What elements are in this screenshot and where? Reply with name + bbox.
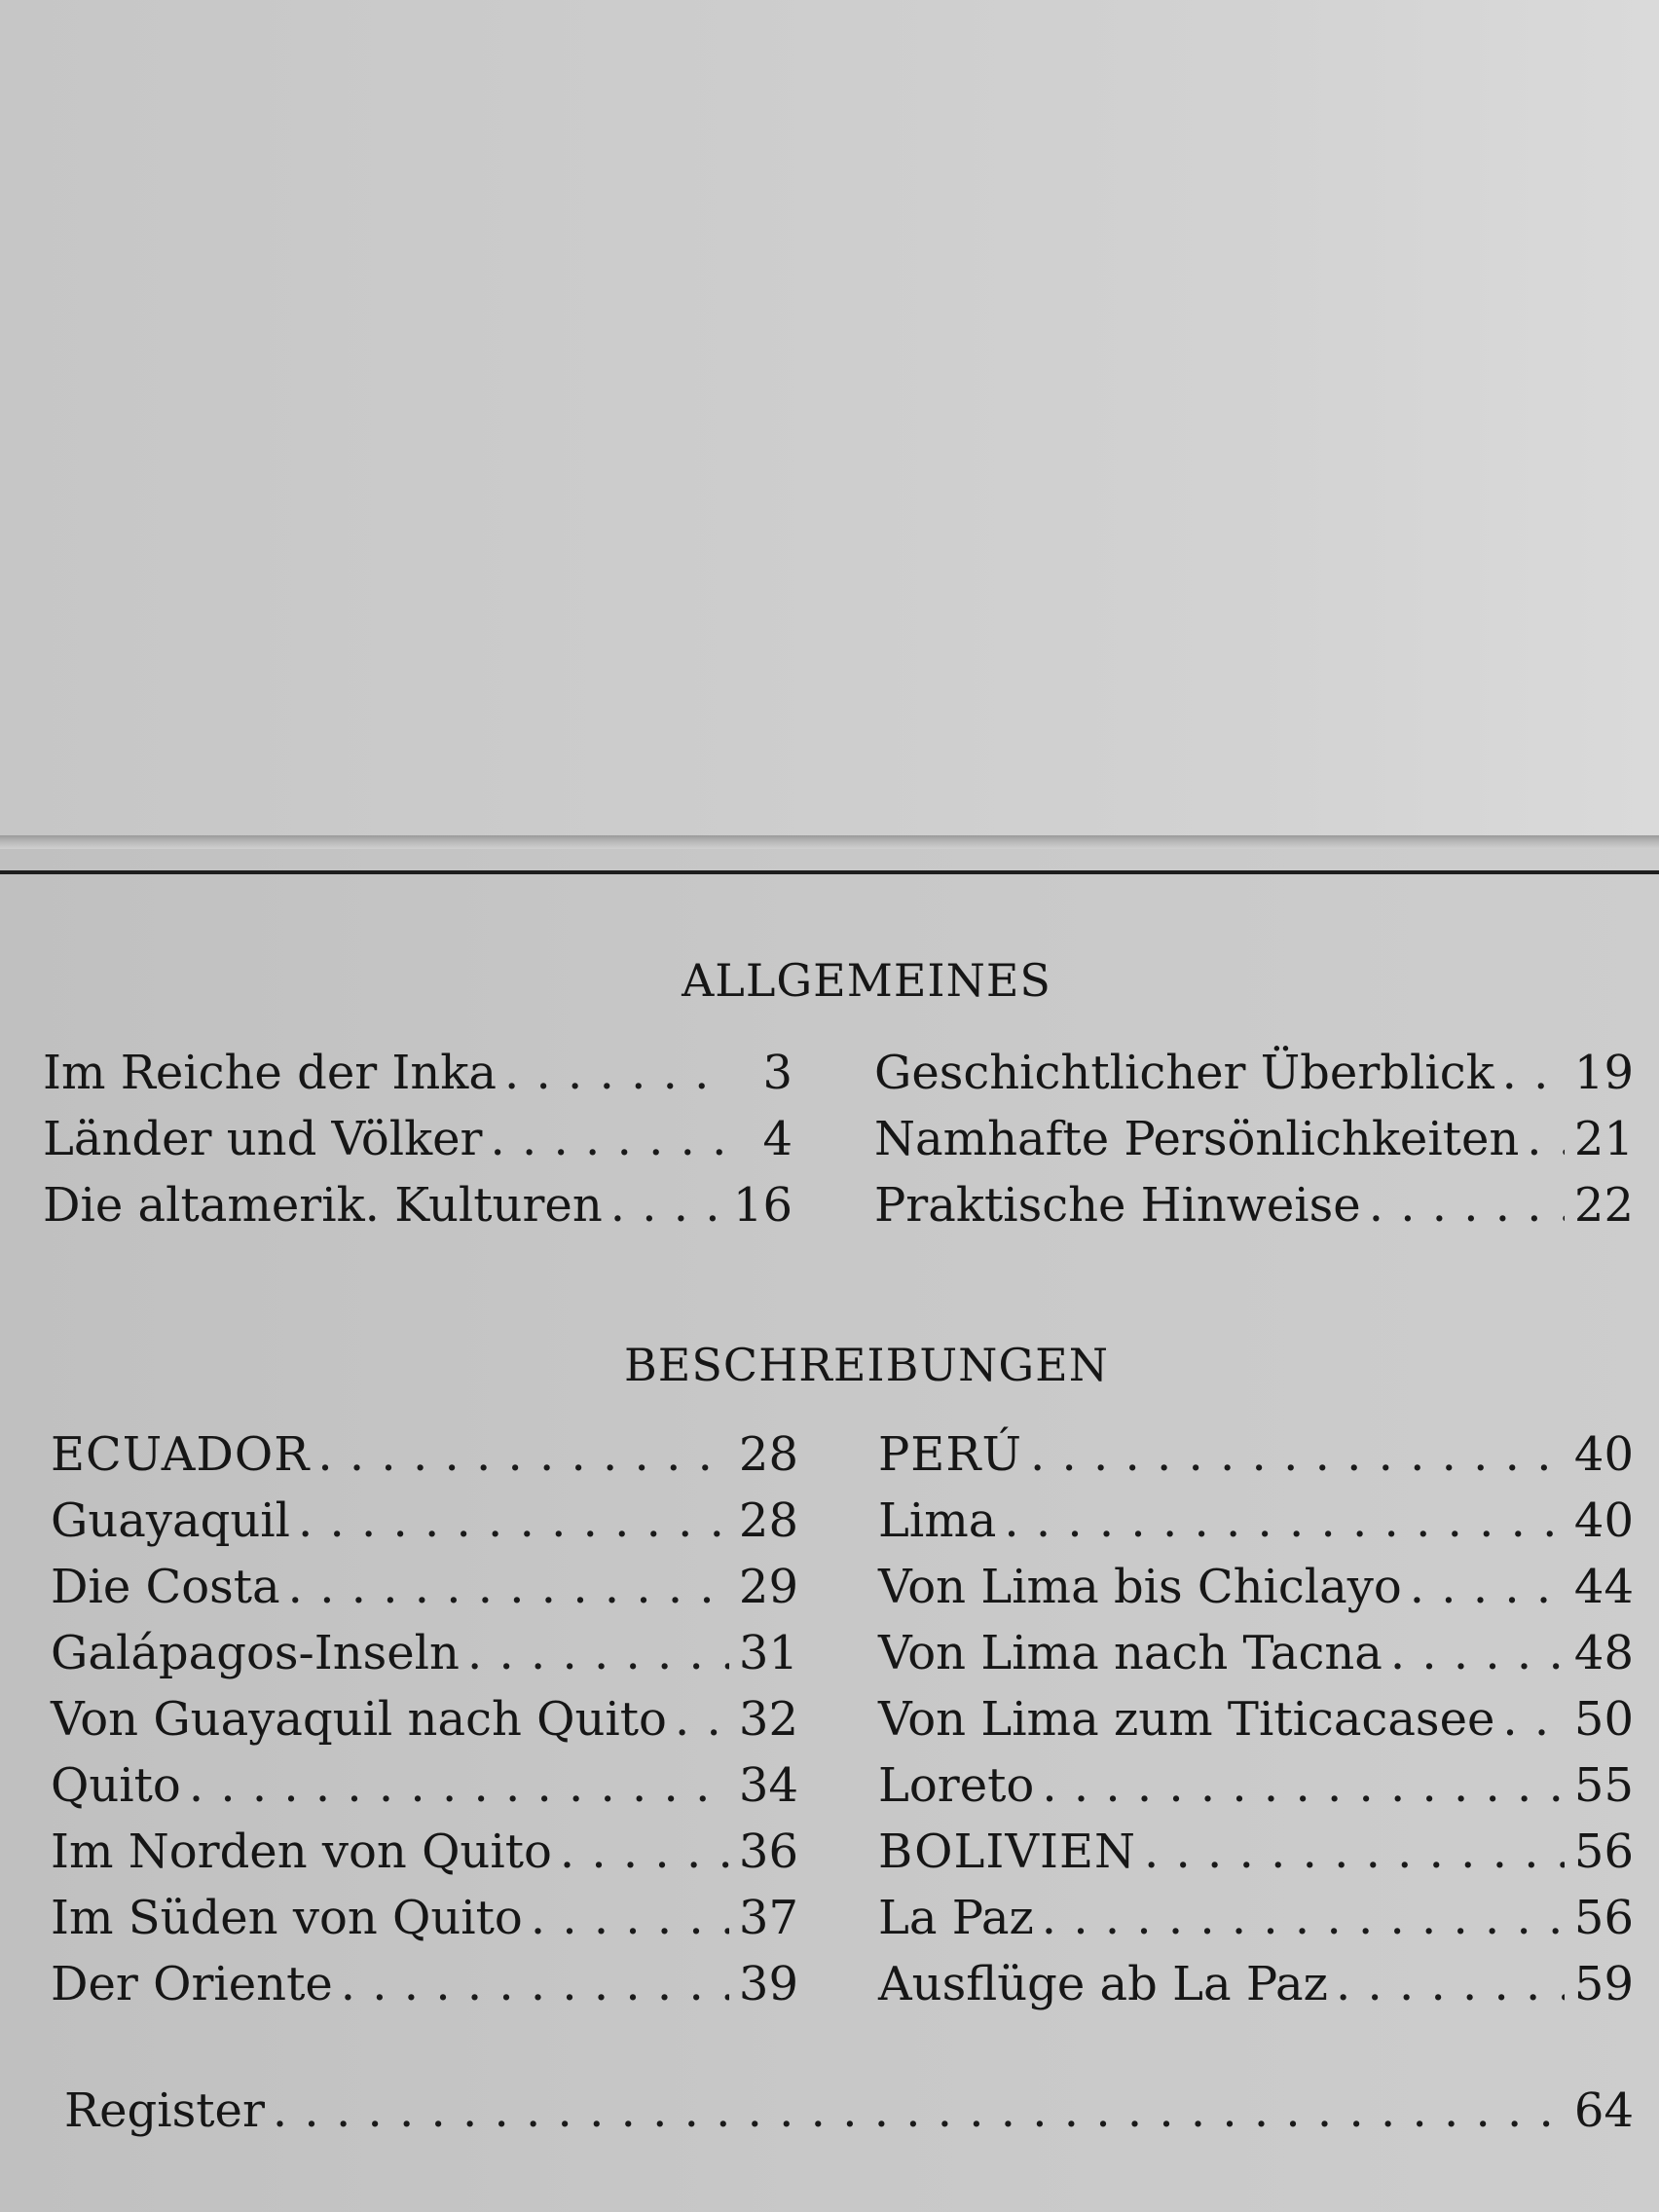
- toc-entry: [878, 1692, 1634, 1758]
- toc-entry-title: Der Oriente: [51, 1957, 333, 2011]
- dot-leader: [317, 1427, 729, 1482]
- toc-entry-title: Von Guayaquil nach Quito: [51, 1692, 667, 1747]
- toc-entry-page: 64: [1573, 2083, 1634, 2138]
- toc-entry-register: [64, 2083, 1634, 2150]
- toc-entry-page: 3: [762, 1046, 793, 1100]
- toc-entry: [878, 1427, 1634, 1493]
- dot-leader: [560, 1825, 729, 1879]
- toc-entry: [878, 1758, 1634, 1825]
- toc-entry-title: Länder und Völker: [43, 1112, 483, 1166]
- toc-entry-title: Von Lima nach Tacna: [878, 1626, 1382, 1680]
- toc-entry-page: 44: [1573, 1560, 1634, 1614]
- toc-entry-page: 22: [1573, 1178, 1634, 1233]
- toc-entry-page: 37: [738, 1891, 798, 1945]
- toc-entry-page: 40: [1573, 1493, 1634, 1548]
- toc-entry: [43, 1046, 793, 1112]
- paper-fold-edge: [0, 835, 1659, 849]
- toc-entry-title: Loreto: [878, 1758, 1035, 1813]
- toc-entry: [878, 1626, 1634, 1692]
- toc-entry-page: 55: [1573, 1758, 1634, 1813]
- toc-entry-page: 50: [1573, 1692, 1634, 1747]
- toc-entry-title: Ausflüge ab La Paz: [878, 1957, 1328, 2011]
- toc-entry-title: PERÚ: [878, 1427, 1022, 1482]
- toc-entry-title: Lima: [878, 1493, 997, 1548]
- toc-entry: [51, 1957, 798, 2023]
- toc-entry: [878, 1560, 1634, 1626]
- toc-entry-title: Galápagos-Inseln: [51, 1626, 460, 1680]
- toc-entry: [874, 1178, 1634, 1244]
- toc-entry-page: 28: [738, 1493, 798, 1548]
- toc-entry-page: 19: [1573, 1046, 1634, 1100]
- toc-entry-title: La Paz: [878, 1891, 1034, 1945]
- toc-entry: [51, 1427, 798, 1493]
- dot-leader: [1527, 1112, 1565, 1166]
- toc-entry: [878, 1891, 1634, 1957]
- toc-entry-title: Guayaquil: [51, 1493, 290, 1548]
- toc-entry-page: 48: [1573, 1626, 1634, 1680]
- toc-entry: [878, 1825, 1634, 1891]
- toc-entry-page: 16: [732, 1178, 793, 1233]
- toc-entry-title: Im Norden von Quito: [51, 1825, 552, 1879]
- toc-entry-title: Quito: [51, 1758, 181, 1813]
- section-heading-allgemeines: ALLGEMEINES: [682, 954, 1051, 1007]
- toc-entry: [43, 1178, 793, 1244]
- dot-leader: [675, 1692, 729, 1747]
- allgemeines-left-column: [43, 1046, 793, 1244]
- toc-entry-title: Im Reiche der Inka: [43, 1046, 498, 1100]
- toc-entry-title: Namhafte Persönlichkeiten: [874, 1112, 1520, 1166]
- dot-leader: [1030, 1427, 1565, 1482]
- dot-leader: [1369, 1178, 1565, 1233]
- register-row: [64, 2083, 1634, 2150]
- beschreibungen-left-column: [51, 1427, 798, 2023]
- toc-entry: [51, 1493, 798, 1560]
- toc-entry-page: 40: [1573, 1427, 1634, 1482]
- toc-entry: [51, 1560, 798, 1626]
- toc-entry: [874, 1112, 1634, 1178]
- toc-entry-title: Praktische Hinweise: [874, 1178, 1361, 1233]
- toc-entry-title: Im Süden von Quito: [51, 1891, 523, 1945]
- toc-entry-title: Von Lima zum Titicacasee: [878, 1692, 1495, 1747]
- toc-entry: [51, 1891, 798, 1957]
- dot-leader: [298, 1493, 729, 1548]
- toc-entry-title: BOLIVIEN: [878, 1825, 1137, 1879]
- dot-leader: [1502, 1692, 1565, 1747]
- toc-entry-page: 32: [738, 1692, 798, 1747]
- toc-entry-page: 59: [1573, 1957, 1634, 2011]
- toc-entry-page: 34: [738, 1758, 798, 1813]
- toc-entry-page: 36: [738, 1825, 798, 1879]
- dot-leader: [1410, 1560, 1565, 1614]
- dot-leader: [467, 1626, 729, 1680]
- dot-leader: [491, 1112, 725, 1166]
- toc-entry-page: 31: [738, 1626, 798, 1680]
- dot-leader: [1004, 1493, 1565, 1548]
- dot-leader: [1042, 1891, 1565, 1945]
- toc-entry-page: 39: [738, 1957, 798, 2011]
- allgemeines-right-column: [874, 1046, 1634, 1244]
- dot-leader: [1144, 1825, 1565, 1879]
- dot-leader: [288, 1560, 729, 1614]
- toc-entry-title: Die Costa: [51, 1560, 280, 1614]
- toc-entry-page: 56: [1573, 1825, 1634, 1879]
- toc-entry: [51, 1825, 798, 1891]
- toc-entry-title: Die altamerik. Kulturen: [43, 1178, 603, 1233]
- dot-leader: [1390, 1626, 1565, 1680]
- dot-leader: [531, 1891, 729, 1945]
- dot-leader: [610, 1178, 723, 1233]
- dot-leader: [504, 1046, 724, 1100]
- toc-entry: [51, 1692, 798, 1758]
- beschreibungen-right-column: [878, 1427, 1634, 2023]
- dot-leader: [1502, 1046, 1565, 1100]
- toc-entry-page: 28: [738, 1427, 798, 1482]
- toc-entry-page: 21: [1573, 1112, 1634, 1166]
- toc-entry: [878, 1493, 1634, 1560]
- dot-leader: [1336, 1957, 1565, 2011]
- toc-entry-title: Register: [64, 2083, 265, 2138]
- toc-entry-title: ECUADOR: [51, 1427, 311, 1482]
- toc-entry: [874, 1046, 1634, 1112]
- toc-entry: [51, 1626, 798, 1692]
- toc-entry-title: Von Lima bis Chiclayo: [878, 1560, 1402, 1614]
- dot-leader: [189, 1758, 729, 1813]
- dot-leader: [1042, 1758, 1565, 1813]
- dot-leader: [341, 1957, 729, 2011]
- toc-entry-page: 56: [1573, 1891, 1634, 1945]
- section-heading-beschreibungen: BESCHREIBUNGEN: [624, 1339, 1109, 1391]
- toc-entry-title: Geschichtlicher Überblick: [874, 1046, 1494, 1100]
- blank-paper-top: [0, 0, 1659, 835]
- toc-entry: [51, 1758, 798, 1825]
- top-rule-line: [0, 870, 1659, 874]
- toc-entry-page: 29: [738, 1560, 798, 1614]
- toc-entry: [43, 1112, 793, 1178]
- toc-entry-page: 4: [762, 1112, 793, 1166]
- dot-leader: [273, 2083, 1565, 2138]
- toc-entry: [878, 1957, 1634, 2023]
